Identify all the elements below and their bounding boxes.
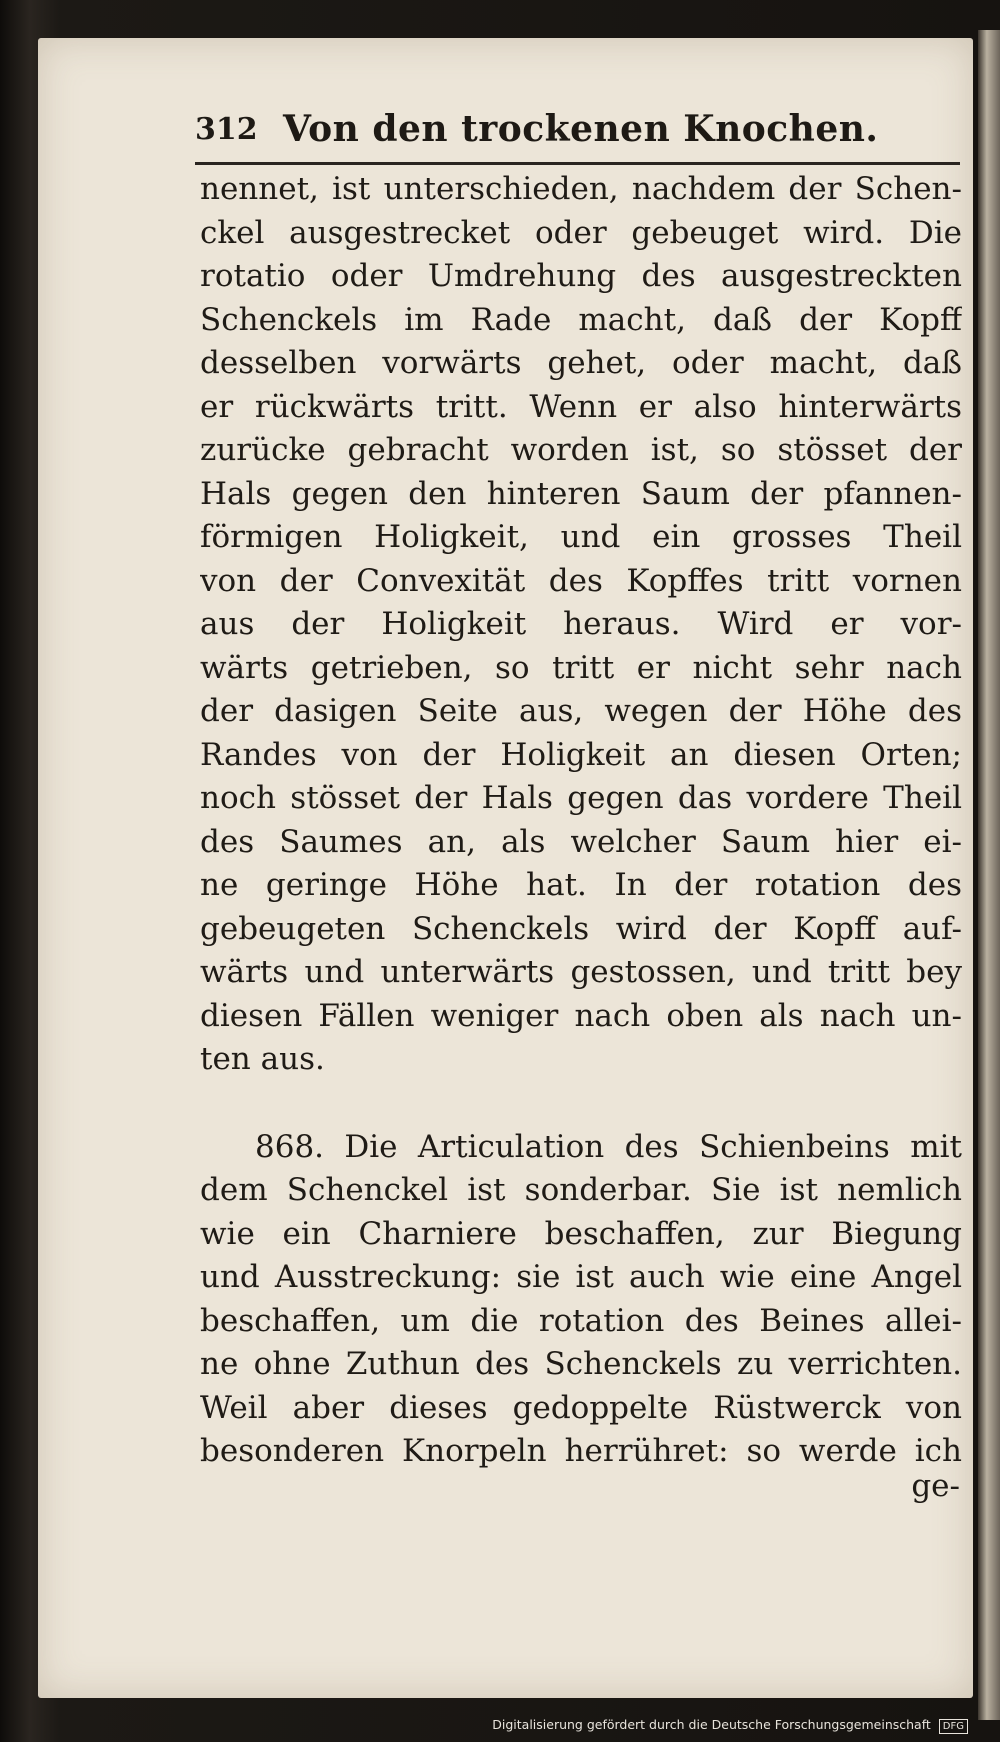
- text-line: Schenckels im Rade macht, daß der Kopff: [200, 301, 962, 338]
- text-line: 868. Die Articulation des Schienbeins mit: [255, 1128, 962, 1165]
- text-line: des Saumes an, als welcher Saum hier ei-: [200, 823, 962, 860]
- text-line: nennet, ist unterschieden, nachdem der Schen-: [200, 171, 962, 207]
- text-line: ne ohne Zuthun des Schenckels zu verrichten.: [200, 1346, 962, 1382]
- text-line: ne geringe Höhe hat. In der rotation des: [200, 867, 962, 903]
- text-line: noch stösset der Hals gegen das vordere Theil: [200, 780, 962, 816]
- page-header: [195, 108, 955, 158]
- text-line: Randes von der Holigkeit an diesen Orten;: [200, 736, 962, 773]
- paragraph-1: [200, 168, 962, 1082]
- text-line: Weil aber dieses gedoppelte Rüstwerck von: [200, 1389, 962, 1426]
- text-line: beschaffen, um die rotation des Beines allei-: [200, 1302, 962, 1339]
- text-line: förmigen Holigkeit, und ein grosses Theil: [200, 519, 962, 555]
- text-line: wie ein Charniere beschaffen, zur Biegung: [200, 1215, 962, 1252]
- text-line: wärts getrieben, so tritt er nicht sehr nach: [200, 649, 962, 686]
- text-line: ten aus.: [200, 1041, 325, 1077]
- text-line: von der Convexität des Kopffes tritt vornen: [200, 562, 962, 599]
- text-line: Hals gegen den hinteren Saum der pfannen-: [200, 475, 962, 512]
- text-line: aus der Holigkeit heraus. Wird er vor-: [200, 606, 962, 642]
- text-line: desselben vorwärts gehet, oder macht, daß: [200, 345, 962, 381]
- text-line: rotatio oder Umdrehung des ausgestreckten: [200, 258, 962, 294]
- paragraph-868: [200, 1126, 962, 1474]
- text-line: er rückwärts tritt. Wenn er also hinterwärts: [200, 388, 962, 425]
- digitization-credit: [492, 1717, 968, 1734]
- text-line: ckel ausgestrecket oder gebeuget wird. Die: [200, 214, 962, 251]
- running-head: Von den trockenen Knochen.: [283, 108, 879, 150]
- paragraph-gap: [200, 1082, 962, 1126]
- text-line: besonderen Knorpeln herrühret: so werde ich: [200, 1433, 962, 1469]
- header-rule: [195, 162, 960, 165]
- text-line: diesen Fällen weniger nach oben als nach un-: [200, 997, 962, 1034]
- catchword: ge-: [911, 1468, 960, 1504]
- dfg-logo: DFG: [939, 1719, 968, 1734]
- text-line: wärts und unterwärts gestossen, und tritt bey: [200, 954, 962, 990]
- page-body: [200, 168, 962, 1474]
- text-line: dem Schenckel ist sonderbar. Sie ist nemlich: [200, 1172, 962, 1208]
- book-edge: [978, 30, 1000, 1720]
- text-line: der dasigen Seite aus, wegen der Höhe des: [200, 693, 962, 729]
- text-line: gebeugeten Schenckels wird der Kopff auf-: [200, 910, 962, 947]
- credit-text: Digitalisierung gefördert durch die Deutsche Forschungsgemeinschaft: [492, 1717, 931, 1732]
- text-line: und Ausstreckung: sie ist auch wie eine Angel: [200, 1259, 962, 1295]
- page-number: 312: [195, 112, 258, 147]
- text-line: zurücke gebracht worden ist, so stösset der: [200, 432, 962, 468]
